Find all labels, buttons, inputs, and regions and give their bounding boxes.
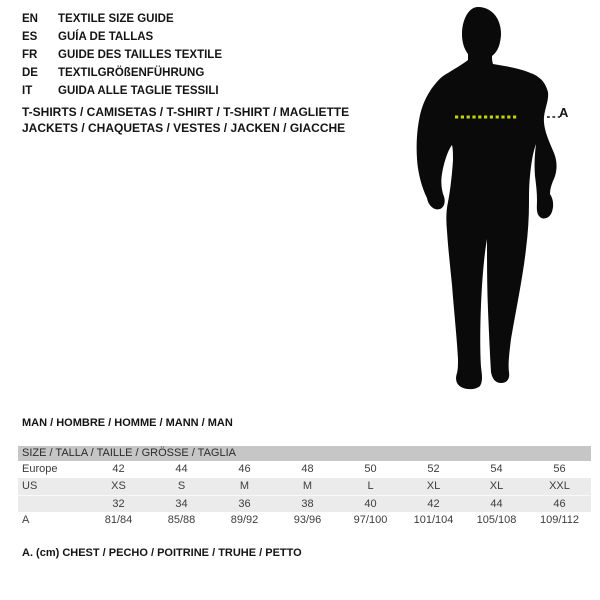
size-value: XXL	[549, 480, 570, 492]
size-value: 32	[112, 498, 125, 510]
language-row	[22, 46, 222, 64]
language-code: FR	[22, 49, 38, 61]
gender-caption: MAN / HOMBRE / HOMME / MANN / MAN	[22, 417, 233, 429]
language-title: TEXTILE SIZE GUIDE	[58, 13, 174, 25]
size-value: XL	[426, 480, 441, 492]
man-silhouette	[408, 4, 576, 396]
size-value: 36	[238, 498, 251, 510]
size-value: M	[302, 480, 313, 492]
row-label	[18, 496, 87, 512]
size-value: 46	[238, 463, 251, 475]
size-value: 38	[301, 498, 314, 510]
language-title: GUÍA DE TALLAS	[58, 31, 154, 43]
size-value: 44	[175, 463, 188, 475]
size-value: L	[367, 480, 374, 492]
garment-categories	[22, 105, 349, 136]
size-table-header: SIZE / TALLA / TAILLE / GRÖSSE / TAGLIA	[18, 446, 591, 461]
size-value: 97/100	[353, 514, 388, 526]
measurement-footnote: A. (cm) CHEST / PECHO / POITRINE / TRUHE / PETTO	[22, 547, 302, 559]
language-title: GUIDA ALLE TAGLIE TESSILI	[58, 85, 219, 97]
size-value: 54	[490, 463, 503, 475]
size-value: 105/108	[476, 514, 517, 526]
size-table	[18, 446, 591, 529]
size-value: 44	[490, 498, 503, 510]
row-label: A	[22, 514, 30, 526]
measure-label-a: A	[559, 105, 569, 120]
size-value: 50	[364, 463, 377, 475]
language-row	[22, 82, 222, 100]
size-value: 85/88	[167, 514, 196, 526]
size-table-row-chest	[18, 512, 591, 529]
language-list	[22, 10, 222, 100]
size-value: M	[239, 480, 250, 492]
size-value: 40	[364, 498, 377, 510]
size-value: 101/104	[413, 514, 454, 526]
language-title: GUIDE DES TAILLES TEXTILE	[58, 49, 222, 61]
size-value: 56	[553, 463, 566, 475]
size-value: XL	[489, 480, 504, 492]
size-table-row-us-letter	[18, 478, 591, 495]
language-row	[22, 10, 222, 28]
size-value: 89/92	[230, 514, 259, 526]
category-line-jackets: JACKETS / CHAQUETAS / VESTES / JACKEN / GIACCHE	[22, 120, 346, 135]
size-value: XS	[111, 480, 126, 492]
size-value: 48	[301, 463, 314, 475]
size-table-row-europe	[18, 461, 591, 478]
category-line-tshirts: T-SHIRTS / CAMISETAS / T-SHIRT / T-SHIRT / MAGLIETTE	[22, 105, 350, 119]
size-value: 42	[112, 463, 125, 475]
language-row	[22, 28, 222, 46]
size-value: 34	[175, 498, 188, 510]
row-label: Europe	[22, 463, 58, 475]
size-value: 46	[553, 498, 566, 510]
language-row	[22, 64, 222, 82]
language-code: DE	[22, 67, 38, 79]
size-value: 109/112	[540, 514, 579, 526]
language-code: IT	[22, 85, 33, 97]
language-title: TEXTILGRÖßENFÜHRUNG	[58, 67, 205, 79]
size-table-row-us-numeric	[18, 495, 591, 512]
row-label: US	[22, 480, 38, 492]
size-value: 93/96	[293, 514, 322, 526]
size-value: 42	[427, 498, 440, 510]
language-code: ES	[22, 31, 38, 43]
language-code: EN	[22, 13, 38, 25]
size-value: S	[177, 480, 186, 492]
size-value: 52	[427, 463, 440, 475]
size-value: 81/84	[104, 514, 133, 526]
man-silhouette-shape	[417, 7, 557, 389]
